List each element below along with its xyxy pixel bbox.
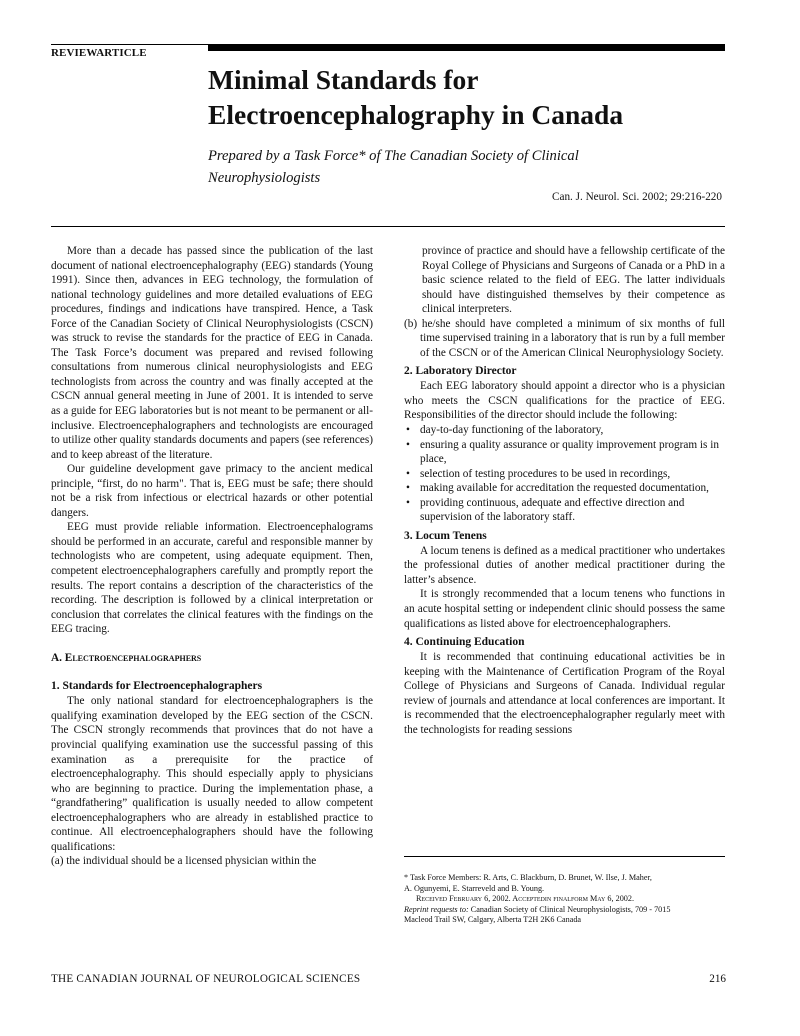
intro-paragraph-3: EEG must provide reliable information. Electroencephalograms should be performed in an accurate, careful and responsible manner by technologists who are competent, using adequate equipment. Then, competent electroencephalographers carefully and promptly report the results. The report contains a description of the characteristics of the recording. The description is followed by a clinical interpretation or conclusion that correlates the clinical features with the findings on the EEG tracing. [51,521,373,636]
subtitle-line-1: Prepared by a Task Force* of The Canadian Society of Clinical [208,148,579,164]
heading-standards: 1. Standards for Electroencephalographers [51,680,263,693]
left-column [51,244,373,869]
section-a-heading [51,651,373,666]
list-item: • providing continuous, adequate and effective direction and supervision of the laboratory staff. [404,496,725,525]
journal-name: THE CANADIAN JOURNAL OF NEUROLOGICAL SCIENCES [51,973,361,985]
task-force-members-line-2: A. Ogunyemi, E. Starreveld and B. Young. [404,883,545,893]
task-force-members-line-1: * Task Force Members: R. Arts, C. Blackburn, D. Brunet, W. Ilse, J. Maher, [404,873,652,882]
footnotes [404,873,734,926]
citation: Can. J. Neurol. Sci. 2002; 29:216-220 [552,191,722,203]
education-paragraph: It is recommended that continuing educational activities be in keeping with the Maintenance of Certification Program of the Royal College of Physicians and Surgeons of Canada. Individual regular review of journals and attendance at local conferences are important. It is recommended that the electroencephalographer regularly meet with the technologists for reading sessions [404,651,725,736]
section-a-letter: A. E [51,651,73,664]
qualification-a-continued: province of practice and should have a fellowship certificate of the Royal College of Physicians and Surgeons of Canada or a PhD in a basic science related to the field of EEG. The latter individuals should have distinguished themselves by their competence as clinical interpreters. [422,245,725,316]
reprint-text: Canadian Society of Clinical Neurophysiologists, 709 - 7015 [468,904,671,914]
article-title [208,62,728,132]
received-dates: Received February 6, 2002. Acceptedin finalform May 6, 2002. [416,894,635,903]
intro-paragraph-2: Our guideline development gave primacy to the ancient medical principle, “first, do no harm". That is, EEG must be safe; there should not be a risk from infectious or electrical hazards or other potential dangers. [51,463,373,519]
qualification-a-start: (a) the individual should be a licensed physician within the [51,855,317,868]
reprint-address: Macleod Trail SW, Calgary, Alberta T2H 2K6 Canada [404,915,582,924]
qualification-b: (b) he/she should have completed a minimum of six months of full time supervised training in a laboratory that is run by a full member of the CSCN or of the American Clinical Neurophysiology Society. [404,317,725,359]
intro-paragraph-1: More than a decade has passed since the publication of the last document of national electroencephalography (EEG) standards (Young 1991). Since then, advances in EEG technology, the formulation of national technology guidelines and more detailed evaluations of EEG procedures, findings and indications have transpired. Hence, a Task Force of the Canadian Society of Clinical Neurophysiologists (CSCN) was struck to revise the standards for the practice of EEG in Canada. The Task Force’s document was prepared and revised following consultations from numerous clinical neurophysiologists and EEG technologists from across the country and was finally accepted at the CSCN annual general meeting in June of 2001. It is intended to serve as a guide for EEG laboratories but is not meant to be permanent or all-inclusive. Electroencephalographers and technologists are encouraged to utilize other quality standards documents and papers (see references) and to keep abreast of the literature. [51,245,373,461]
title-line-1: Minimal Standards for [208,64,479,95]
article-subtitle [208,145,728,189]
heading-locum-tenens: 3. Locum Tenens [404,529,487,542]
locum-paragraph-1: A locum tenens is defined as a medical practitioner who undertakes the professional duties of another medical practitioner during the latter’s absence. [404,544,725,586]
page-number: 216 [709,973,726,985]
list-item: • day-to-day functioning of the laboratory, [404,423,725,438]
heading-continuing-education: 4. Continuing Education [404,636,525,649]
title-line-2: Electroencephalography in Canada [208,99,624,130]
footnote-rule [404,856,725,857]
director-responsibilities-list [404,423,725,525]
reprint-label: Reprint requests to: [404,904,469,914]
list-item: • selection of testing procedures to be used in recordings, [404,467,725,482]
director-paragraph: Each EEG laboratory should appoint a director who is a physician who meets the CSCN qualifications for the practice of EEG. Responsibilities of the director should include the following: [404,380,725,422]
section-a-rest: lectroencephalographers [72,651,202,664]
header-thick-rule [208,44,725,51]
body-top-rule [51,226,725,227]
list-item: • making available for accreditation the requested documentation, [404,481,725,496]
heading-laboratory-director: 2. Laboratory Director [404,365,517,378]
right-column [404,244,725,737]
standards-paragraph: The only national standard for electroencephalographers is the qualifying examination developed by the EEG section of the CSCN. The CSCN strongly recommends that provinces that do not have a provincial qualifying examination use the successful passing of this examination as a prerequisite for the practice of electroencephalography. This should especially apply to physicians who are beginning to practice. During the implementation phase, a “grandfathering” qualification is usually needed to allow competent electroencephalographers who are already in established practice to continue. All electroencephalographers should have the following qualifications: [51,695,373,853]
subtitle-line-2: Neurophysiologists [208,170,321,186]
header-thin-rule [51,44,208,45]
list-item: • ensuring a quality assurance or quality improvement program is in place, [404,438,725,467]
reprint-requests [404,905,734,916]
locum-paragraph-2: It is strongly recommended that a locum tenens who functions in an acute hospital setting or independent clinic should possess the same qualifications as listed above for electroencephalographers. [404,588,725,630]
article-type-label: REVIEWARTICLE [51,47,147,59]
